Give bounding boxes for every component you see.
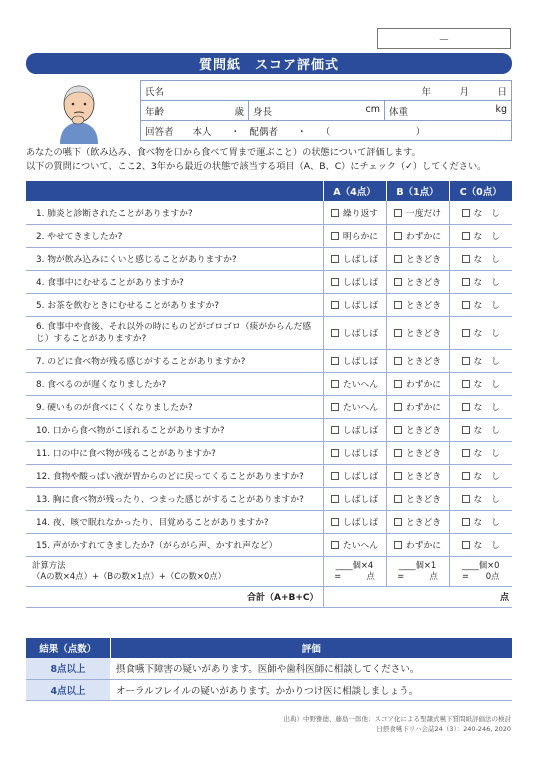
checkbox[interactable] <box>394 472 402 480</box>
option-b[interactable]: ときどき <box>386 349 449 372</box>
checkbox[interactable] <box>394 426 402 434</box>
result-score-header: 結果（点数） <box>26 638 110 658</box>
checkbox[interactable] <box>331 495 339 503</box>
question-row <box>26 293 512 316</box>
option-a[interactable]: しばしば <box>323 510 386 533</box>
question-text: 12. 食物や酸っぱい液が胃からのどに戻ってくることがありますか? <box>26 464 323 487</box>
checkbox[interactable] <box>394 380 402 388</box>
option-b[interactable]: わずかに <box>386 395 449 418</box>
checkbox[interactable] <box>394 403 402 411</box>
question-row <box>26 224 512 247</box>
option-b[interactable]: わずかに <box>386 224 449 247</box>
height-field[interactable]: 身長 cm <box>249 101 385 121</box>
checkbox[interactable] <box>331 518 339 526</box>
option-c[interactable]: な し <box>449 316 512 349</box>
weight-field[interactable]: 体重 kg <box>385 101 512 121</box>
checkbox[interactable] <box>462 426 470 434</box>
option-c[interactable]: な し <box>449 372 512 395</box>
option-c[interactable]: な し <box>449 441 512 464</box>
calc-a[interactable]: ____個×4 = 点 <box>323 556 386 586</box>
checkbox[interactable] <box>394 357 402 365</box>
col-c-header: C（0点） <box>449 181 512 201</box>
checkbox[interactable] <box>331 449 339 457</box>
question-row <box>26 201 512 224</box>
checkbox[interactable] <box>394 255 402 263</box>
option-a[interactable]: しばしば <box>323 293 386 316</box>
col-a-header: A（4点） <box>323 181 386 201</box>
checkbox[interactable] <box>462 255 470 263</box>
question-row <box>26 533 512 556</box>
checkbox[interactable] <box>394 329 402 337</box>
question-text: 7. のどに食べ物が残る感じがすることがありますか? <box>26 349 323 372</box>
question-row <box>26 510 512 533</box>
option-c[interactable]: な し <box>449 464 512 487</box>
page-title: 質問紙 スコア評価式 <box>26 53 512 74</box>
option-b[interactable]: 一度だけ <box>386 201 449 224</box>
checkbox[interactable] <box>462 380 470 388</box>
question-row <box>26 372 512 395</box>
option-b[interactable]: ときどき <box>386 510 449 533</box>
checkbox[interactable] <box>331 232 339 240</box>
checkbox[interactable] <box>394 278 402 286</box>
checkbox[interactable] <box>394 232 402 240</box>
result-level: 8点以上 <box>26 658 110 679</box>
checkbox[interactable] <box>394 541 402 549</box>
option-c[interactable]: な し <box>449 418 512 441</box>
question-row <box>26 464 512 487</box>
name-field[interactable]: 氏名 年 月 日 <box>141 81 512 101</box>
question-row <box>26 349 512 372</box>
option-b[interactable]: ときどき <box>386 293 449 316</box>
checkbox[interactable] <box>462 329 470 337</box>
elderly-person-icon <box>54 80 104 144</box>
calc-c[interactable]: ____個×0 = 0点 <box>449 556 512 586</box>
checkbox[interactable] <box>462 472 470 480</box>
checkbox[interactable] <box>394 495 402 503</box>
option-b[interactable]: ときどき <box>386 247 449 270</box>
checkbox[interactable] <box>331 403 339 411</box>
checkbox[interactable] <box>331 357 339 365</box>
option-c[interactable]: な し <box>449 395 512 418</box>
question-row <box>26 247 512 270</box>
question-row <box>26 418 512 441</box>
option-a[interactable]: しばしば <box>323 247 386 270</box>
checkbox[interactable] <box>462 403 470 411</box>
result-text: オーラルフレイルの疑いがあります。かかりつけ医に相談しましょう。 <box>110 679 512 700</box>
option-b[interactable]: ときどき <box>386 487 449 510</box>
source-citation: 出典）中野雅德、藤島一郎他：スコア化による聖隷式嚥下質問紙評価法の検討 日摂食嚥下リハ会誌24（3）：240-246, 2020 <box>283 715 511 733</box>
checkbox[interactable] <box>462 449 470 457</box>
option-c[interactable]: な し <box>449 270 512 293</box>
col-b-header: B（1点） <box>386 181 449 201</box>
option-a[interactable]: たいへん <box>323 533 386 556</box>
checkbox[interactable] <box>331 380 339 388</box>
option-a[interactable]: たいへん <box>323 372 386 395</box>
question-text: 10. 口から食べ物がこぼれることがありますか? <box>26 418 323 441</box>
question-text: 15. 声がかすれてきましたか?（がらがら声、かすれ声など） <box>26 533 323 556</box>
option-b[interactable]: ときどき <box>386 464 449 487</box>
option-a[interactable]: しばしば <box>323 418 386 441</box>
option-c[interactable]: な し <box>449 224 512 247</box>
checkbox[interactable] <box>394 518 402 526</box>
option-b[interactable]: わずかに <box>386 533 449 556</box>
option-c[interactable]: な し <box>449 349 512 372</box>
result-eval-header: 評価 <box>110 638 512 658</box>
option-a[interactable]: しばしば <box>323 487 386 510</box>
question-row <box>26 316 512 349</box>
question-text: 8. 食べるのが遅くなりましたか? <box>26 372 323 395</box>
checkbox[interactable] <box>462 232 470 240</box>
question-row <box>26 487 512 510</box>
option-c[interactable]: な し <box>449 293 512 316</box>
option-c[interactable]: な し <box>449 510 512 533</box>
option-a[interactable]: 明らかに <box>323 224 386 247</box>
option-c[interactable]: な し <box>449 201 512 224</box>
question-row <box>26 441 512 464</box>
option-c[interactable]: な し <box>449 487 512 510</box>
checkbox[interactable] <box>462 541 470 549</box>
result-text: 摂食嚥下障害の疑いがあります。医師や歯科医師に相談してください。 <box>110 658 512 679</box>
result-table <box>26 638 512 701</box>
checkbox[interactable] <box>462 278 470 286</box>
checkbox[interactable] <box>331 255 339 263</box>
question-text: 2. やせてきましたか? <box>26 224 323 247</box>
id-box[interactable]: － <box>377 28 511 49</box>
checkbox[interactable] <box>331 472 339 480</box>
checkbox[interactable] <box>331 541 339 549</box>
total-label: 合計（A+B+C） <box>26 586 323 607</box>
option-c[interactable]: な し <box>449 533 512 556</box>
option-b[interactable]: ときどき <box>386 270 449 293</box>
age-field[interactable]: 年齢 歳 <box>141 101 249 121</box>
option-a[interactable]: しばしば <box>323 270 386 293</box>
question-text: 13. 胸に食べ物が残ったり、つまった感じがすることがありますか? <box>26 487 323 510</box>
checkbox[interactable] <box>462 301 470 309</box>
checkbox[interactable] <box>462 209 470 217</box>
checkbox[interactable] <box>394 301 402 309</box>
question-table <box>26 181 512 608</box>
checkbox[interactable] <box>331 209 339 217</box>
option-a[interactable]: しばしば <box>323 441 386 464</box>
date-field: 年 月 日 <box>421 86 507 98</box>
question-text: 14. 夜、咳で眠れなかったり、目覚めることがありますか? <box>26 510 323 533</box>
question-text: 5. お茶を飲むときにむせることがありますか? <box>26 293 323 316</box>
patient-info-table <box>140 80 512 141</box>
question-row <box>26 270 512 293</box>
question-text: 1. 肺炎と診断されたことがありますか? <box>26 201 323 224</box>
option-a[interactable]: たいへん <box>323 395 386 418</box>
instructions: あなたの嚥下（飲み込み、食べ物を口から食べて胃まで運ぶこと）の状態について評価します。 以下の質問について、ここ2、3年から最近の状態で該当する項目（A、B、C）にチェック（✓）してください。 <box>26 147 487 172</box>
option-a[interactable]: しばしば <box>323 464 386 487</box>
calc-method: 計算方法 （Aの数×4点）+（Bの数×1点）+（Cの数×0点） <box>26 556 323 586</box>
option-c[interactable]: な し <box>449 247 512 270</box>
checkbox[interactable] <box>462 518 470 526</box>
question-text: 3. 物が飲み込みにくいと感じることがありますか? <box>26 247 323 270</box>
option-a[interactable]: しばしば <box>323 316 386 349</box>
checkbox[interactable] <box>331 426 339 434</box>
option-b[interactable]: ときどき <box>386 316 449 349</box>
checkbox[interactable] <box>462 357 470 365</box>
option-a[interactable]: 繰り返す <box>323 201 386 224</box>
question-text: 6. 食事中や食後、それ以外の時にものどがゴロゴロ（痰がからんだ感じ）することがありますか? <box>26 316 323 349</box>
checkbox[interactable] <box>394 449 402 457</box>
checkbox[interactable] <box>394 209 402 217</box>
checkbox[interactable] <box>462 495 470 503</box>
question-text: 9. 硬いものが食べにくくなりましたか? <box>26 395 323 418</box>
respondent-field[interactable]: 回答者 本人 ・ 配偶者 ・ （ ） <box>141 121 512 141</box>
option-b[interactable]: ときどき <box>386 418 449 441</box>
calc-b[interactable]: ____個×1 = 点 <box>386 556 449 586</box>
result-level: 4点以上 <box>26 679 110 700</box>
option-b[interactable]: わずかに <box>386 372 449 395</box>
total-field[interactable]: 点 <box>323 586 512 607</box>
checkbox[interactable] <box>331 329 339 337</box>
checkbox[interactable] <box>331 278 339 286</box>
question-text: 11. 口の中に食べ物が残ることがありますか? <box>26 441 323 464</box>
option-a[interactable]: しばしば <box>323 349 386 372</box>
question-row <box>26 395 512 418</box>
question-text: 4. 食事中にむせることがありますか? <box>26 270 323 293</box>
option-b[interactable]: ときどき <box>386 441 449 464</box>
checkbox[interactable] <box>331 301 339 309</box>
